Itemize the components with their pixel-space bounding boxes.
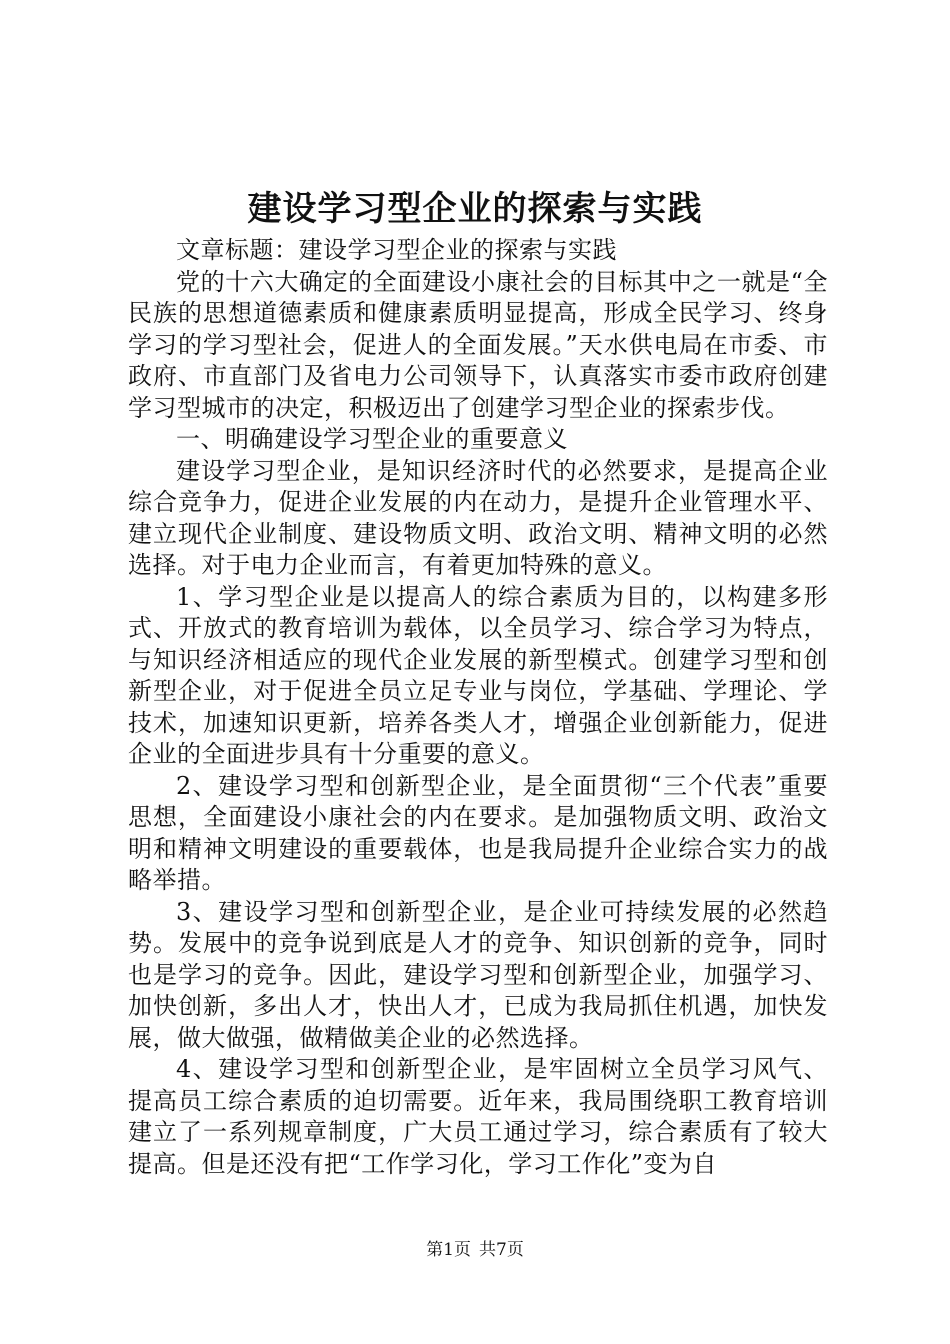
paragraph-point-1: 1、学习型企业是以提高人的综合素质为目的，以构建多形式、开放式的教育培训为载体，以全员学习、综合学习为特点，与知识经济相适应的现代企业发展的新型模式。创建学习型和创新型企业，对于促进全员立足专业与岗位，学基础、学理论、学技术，加速知识更新，培养各类人才，增强企业创新能力，促进企业的全面进步具有十分重要的意义。	[128, 582, 828, 768]
page-total: 共7页	[479, 1240, 524, 1260]
document-title: 建设学习型企业的探索与实践	[247, 189, 703, 229]
paragraph-point-3: 3、建设学习型和创新型企业，是企业可持续发展的必然趋势。发展中的竞争说到底是人才的竞争、知识创新的竞争，同时也是学习的竞争。因此，建设学习型和创新型企业，加强学习、加快创新，多出人才，快出人才，已成为我局抓住机遇，加快发展，做大做强，做精做美企业的必然选择。	[128, 897, 828, 1052]
page-number: 第1页	[426, 1240, 471, 1260]
paragraph-point-2: 2、建设学习型和创新型企业，是全面贯彻“三个代表”重要思想，全面建设小康社会的内在要求。是加强物质文明、政治文明和精神文明建设的重要载体，也是我局提升企业综合实力的战略举措。	[128, 771, 828, 894]
section-heading-1: 一、明确建设学习型企业的重要意义	[176, 425, 568, 453]
paragraph-point-4: 4、建设学习型和创新型企业，是牢固树立全员学习风气、提高员工综合素质的迫切需要。近年来，我局围绕职工教育培训建立了一系列规章制度，广大员工通过学习，综合素质有了较大提高。但是还没有把“工作学习化，学习工作化”变为自	[128, 1055, 828, 1178]
paragraph-section-1-intro: 建设学习型企业，是知识经济时代的必然要求，是提高企业综合竞争力，促进企业发展的内在动力，是提升企业管理水平、建立现代企业制度、建设物质文明、政治文明、精神文明的必然选择。对于电力企业而言，有着更加特殊的意义。	[128, 456, 828, 579]
document-body	[128, 235, 828, 1180]
paragraph-article-title: 文章标题：建设学习型企业的探索与实践	[176, 236, 617, 264]
paragraph-intro: 党的十六大确定的全面建设小康社会的目标其中之一就是“全民族的思想道德素质和健康素质明显提高，形成全民学习、终身学习的学习型社会，促进人的全面发展。”天水供电局在市委、市政府、市直部门及省电力公司领导下，认真落实市委市政府创建学习型城市的决定，积极迈出了创建学习型企业的探索步伐。	[128, 267, 828, 422]
page-footer	[0, 1239, 950, 1261]
